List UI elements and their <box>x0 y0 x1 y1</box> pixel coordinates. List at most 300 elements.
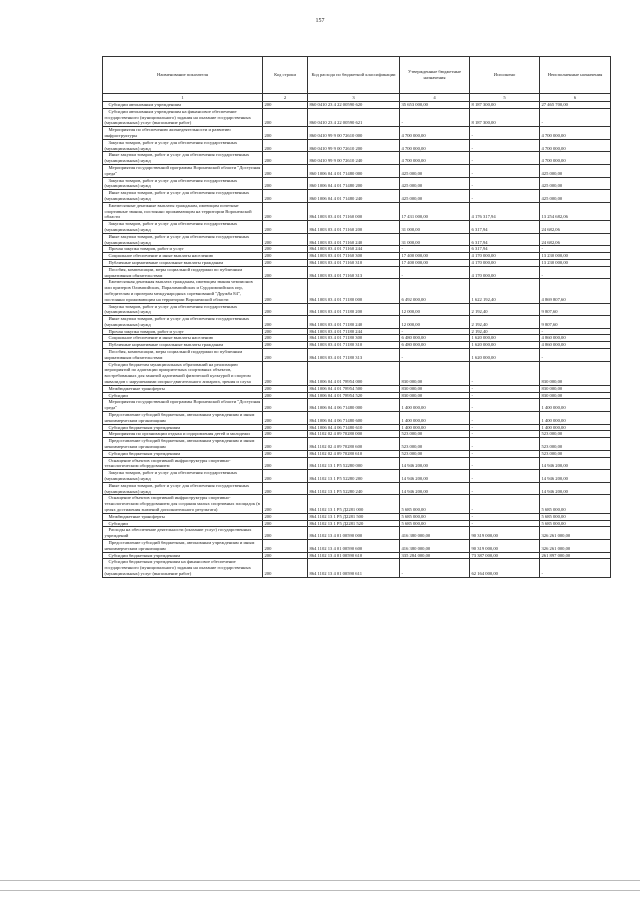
row-indicator-name: Пособия, компенсации, меры социальной поддержки по публичным нормативным обязательствам <box>103 349 263 362</box>
column-index: 5 <box>470 94 540 102</box>
row-executed-amount: - <box>470 438 540 451</box>
row-unexecuted-amount: 830 000,00 <box>540 385 611 392</box>
row-unexecuted-amount: 523 000,00 <box>540 431 611 438</box>
table-row <box>103 559 611 577</box>
row-executed-amount: 4 170 000,00 <box>470 266 540 279</box>
row-approved-amount: - <box>400 328 470 335</box>
row-unexecuted-amount: - <box>540 246 611 253</box>
row-approved-amount: 5 685 000,00 <box>400 495 470 513</box>
row-unexecuted-amount: 9 807,60 <box>540 303 611 316</box>
row-classification-code: 864 1003 03 4 01 71160 240 <box>308 233 400 246</box>
row-executed-amount: 1 620 000,00 <box>470 342 540 349</box>
row-unexecuted-amount: 523 000,00 <box>540 438 611 451</box>
row-indicator-name: Субсидии <box>103 520 263 527</box>
row-unexecuted-amount: 261 897 000,00 <box>540 552 611 559</box>
table-body <box>103 102 611 578</box>
column-index-row <box>103 94 611 102</box>
table-row <box>103 108 611 126</box>
row-classification-code: 864 1102 13 1 P5 52280 200 <box>308 470 400 483</box>
row-executed-amount: - <box>470 513 540 520</box>
row-approved-amount: 14 946 200,00 <box>400 482 470 495</box>
row-unexecuted-amount: 425 000,00 <box>540 190 611 203</box>
row-executed-amount: 2 192,40 <box>470 328 540 335</box>
page-number: 157 <box>315 18 325 24</box>
row-classification-code: 864 1003 03 4 01 71160 000 <box>308 202 400 220</box>
row-classification-code: 860 1006 04 4 01 71480 240 <box>308 190 400 203</box>
row-line-code: 200 <box>263 266 308 279</box>
row-approved-amount: 31 000,00 <box>400 221 470 234</box>
column-index: 1 <box>103 94 263 102</box>
row-unexecuted-amount: 13 230 000,00 <box>540 253 611 260</box>
row-executed-amount: 8 187 300,00 <box>470 102 540 109</box>
row-unexecuted-amount: 523 000,00 <box>540 450 611 457</box>
row-unexecuted-amount: 4 860 000,00 <box>540 335 611 342</box>
row-unexecuted-amount: - <box>540 349 611 362</box>
row-executed-amount: - <box>470 457 540 470</box>
row-executed-amount: - <box>470 190 540 203</box>
row-approved-amount: 1 400 000,00 <box>400 399 470 412</box>
row-line-code: 200 <box>263 424 308 431</box>
row-unexecuted-amount: 1 400 000,00 <box>540 399 611 412</box>
column-index: 2 <box>263 94 308 102</box>
row-unexecuted-amount: 9 807,60 <box>540 316 611 329</box>
row-classification-code: 864 1003 03 4 01 71180 000 <box>308 279 400 303</box>
table-header-row <box>103 57 611 94</box>
row-line-code: 200 <box>263 102 308 109</box>
row-indicator-name: Мероприятия по организации отдыха и оздоровления детей и молодежи <box>103 431 263 438</box>
row-classification-code: 864 1006 04 4 01 78954 000 <box>308 361 400 385</box>
row-line-code: 200 <box>263 385 308 392</box>
row-indicator-name: Субсидии бюджетным учреждениям на финансовое обеспечение государственного (муниципального) задания на оказание государственных (муниципальных) услуг (выполнение работ) <box>103 559 263 577</box>
row-classification-code: 864 1003 03 4 01 71180 200 <box>308 303 400 316</box>
row-unexecuted-amount: 14 946 200,00 <box>540 457 611 470</box>
row-executed-amount: 6 317,94 <box>470 246 540 253</box>
row-indicator-name: Прочая закупка товаров, работ и услуг <box>103 246 263 253</box>
row-indicator-name: Иные закупки товаров, работ и услуг для обеспечения государственных (муниципальных) нужд <box>103 482 263 495</box>
table-row <box>103 139 611 152</box>
row-indicator-name: Мероприятия государственной программы Воронежской области "Доступная среда" <box>103 164 263 177</box>
table-row <box>103 266 611 279</box>
row-line-code: 200 <box>263 342 308 349</box>
table-row <box>103 152 611 165</box>
row-unexecuted-amount: 4 700 000,00 <box>540 152 611 165</box>
row-indicator-name: Иные закупки товаров, работ и услуг для обеспечения государственных (муниципальных) нужд <box>103 190 263 203</box>
row-executed-amount: 1 622 192,40 <box>470 279 540 303</box>
table-row <box>103 399 611 412</box>
row-classification-code: 864 1102 13 1 P5 Д2281 520 <box>308 520 400 527</box>
row-classification-code: 864 1102 13 1 P5 52280 240 <box>308 482 400 495</box>
row-line-code: 200 <box>263 202 308 220</box>
row-unexecuted-amount: - <box>540 266 611 279</box>
table-row <box>103 221 611 234</box>
row-approved-amount: 523 000,00 <box>400 450 470 457</box>
table-row <box>103 385 611 392</box>
scan-edge-line <box>0 880 640 881</box>
row-approved-amount: - <box>400 266 470 279</box>
table-row <box>103 349 611 362</box>
row-classification-code: 864 1003 03 4 01 71180 240 <box>308 316 400 329</box>
row-line-code: 200 <box>263 495 308 513</box>
row-executed-amount: - <box>470 399 540 412</box>
row-line-code: 200 <box>263 328 308 335</box>
row-approved-amount: - <box>400 246 470 253</box>
table-row <box>103 328 611 335</box>
row-unexecuted-amount: 326 261 000,00 <box>540 539 611 552</box>
budget-execution-table <box>102 56 611 578</box>
row-approved-amount: 425 000,00 <box>400 177 470 190</box>
row-unexecuted-amount: 4 700 000,00 <box>540 139 611 152</box>
row-indicator-name: Иные закупки товаров, работ и услуг для обеспечения государственных (муниципальных) нужд <box>103 233 263 246</box>
table-row <box>103 202 611 220</box>
row-line-code: 200 <box>263 392 308 399</box>
row-classification-code: 864 1006 04 4 06 71480 000 <box>308 399 400 412</box>
row-executed-amount: - <box>470 412 540 425</box>
row-approved-amount: 12 000,00 <box>400 303 470 316</box>
row-executed-amount: - <box>470 164 540 177</box>
row-unexecuted-amount: 27 465 700,00 <box>540 102 611 109</box>
header-budget-classification-code: Код расхода по бюджетной классификации <box>308 57 400 94</box>
row-indicator-name: Закупка товаров, работ и услуг для обеспечения государственных (муниципальных) нужд <box>103 470 263 483</box>
row-approved-amount: 14 946 200,00 <box>400 470 470 483</box>
table-row <box>103 177 611 190</box>
row-indicator-name: Публичные нормативные социальные выплаты гражданам <box>103 342 263 349</box>
row-indicator-name: Межбюджетные трансферты <box>103 513 263 520</box>
row-approved-amount: 1 400 000,00 <box>400 412 470 425</box>
row-executed-amount: 62 164 000,00 <box>470 559 540 577</box>
row-approved-amount: 4 700 000,00 <box>400 152 470 165</box>
row-line-code: 200 <box>263 450 308 457</box>
row-classification-code: 864 1003 03 4 01 71160 313 <box>308 266 400 279</box>
row-approved-amount: 1 400 000,00 <box>400 424 470 431</box>
row-line-code: 200 <box>263 221 308 234</box>
row-executed-amount: - <box>470 385 540 392</box>
row-classification-code: 864 1003 03 4 01 71180 244 <box>308 328 400 335</box>
row-classification-code: 864 1003 03 4 01 71180 310 <box>308 342 400 349</box>
table-row <box>103 450 611 457</box>
row-approved-amount: 830 000,00 <box>400 392 470 399</box>
row-line-code: 200 <box>263 316 308 329</box>
row-approved-amount: 6 480 000,00 <box>400 342 470 349</box>
row-line-code: 200 <box>263 559 308 577</box>
table-row <box>103 190 611 203</box>
row-executed-amount: - <box>470 152 540 165</box>
row-line-code: 200 <box>263 349 308 362</box>
row-unexecuted-amount: - <box>540 108 611 126</box>
row-unexecuted-amount: 24 682,06 <box>540 233 611 246</box>
row-unexecuted-amount: 5 685 000,00 <box>540 520 611 527</box>
row-approved-amount: 35 653 000,00 <box>400 102 470 109</box>
row-indicator-name: Закупка товаров, работ и услуг для обеспечения государственных (муниципальных) нужд <box>103 303 263 316</box>
table-row <box>103 495 611 513</box>
table-row <box>103 424 611 431</box>
table-row <box>103 539 611 552</box>
table-row <box>103 102 611 109</box>
scan-edge-line <box>0 890 640 891</box>
row-line-code: 200 <box>263 127 308 140</box>
row-unexecuted-amount: 14 946 200,00 <box>540 470 611 483</box>
table-row <box>103 279 611 303</box>
header-line-code: Код строки <box>263 57 308 94</box>
row-unexecuted-amount: 4 860 000,00 <box>540 342 611 349</box>
row-executed-amount: 6 317,94 <box>470 233 540 246</box>
table-row <box>103 259 611 266</box>
row-indicator-name: Социальное обеспечение и иные выплаты населению <box>103 253 263 260</box>
row-approved-amount: - <box>400 559 470 577</box>
row-approved-amount: - <box>400 349 470 362</box>
table-row <box>103 361 611 385</box>
row-executed-amount: 6 317,94 <box>470 221 540 234</box>
row-classification-code: 864 1102 02 4 09 70280 000 <box>308 431 400 438</box>
row-unexecuted-amount: - <box>540 559 611 577</box>
row-indicator-name: Иные закупки товаров, работ и услуг для обеспечения государственных (муниципальных) нужд <box>103 316 263 329</box>
row-approved-amount: - <box>400 108 470 126</box>
row-executed-amount: 2 192,40 <box>470 316 540 329</box>
header-executed: Исполнено <box>470 57 540 94</box>
table-row <box>103 412 611 425</box>
row-classification-code: 864 1003 03 4 01 71160 200 <box>308 221 400 234</box>
row-indicator-name: Оснащение объектов спортивной инфраструктуры спортивно-технологическим оборудованием <box>103 457 263 470</box>
row-indicator-name: Ежемесячные денежные выплаты гражданам, имеющим почетные спортивные звания, постоянно проживающим на территории Воронежской области <box>103 202 263 220</box>
row-unexecuted-amount: 14 946 200,00 <box>540 482 611 495</box>
row-approved-amount: 425 000,00 <box>400 164 470 177</box>
row-indicator-name: Закупка товаров, работ и услуг для обеспечения государственных (муниципальных) нужд <box>103 139 263 152</box>
row-line-code: 200 <box>263 482 308 495</box>
row-line-code: 200 <box>263 177 308 190</box>
row-classification-code: 864 1003 03 4 01 71160 300 <box>308 253 400 260</box>
row-unexecuted-amount: 13 254 682,06 <box>540 202 611 220</box>
row-approved-amount: 830 000,00 <box>400 385 470 392</box>
row-line-code: 200 <box>263 412 308 425</box>
table-row <box>103 335 611 342</box>
table-row <box>103 253 611 260</box>
row-indicator-name: Ежемесячная денежная выплата гражданам, имеющим звания чемпионов или призеров Олимпийских, Паралимпийских и Сурдлимпийских игр, победителям и призерам международных соревнований "Дружба 84", постоянно проживающим на территории Воронежской области <box>103 279 263 303</box>
row-classification-code: 860 0410 23 4 22 00590 620 <box>308 102 400 109</box>
header-approved-appropriations: Утвержденные бюджетные назначения <box>400 57 470 94</box>
table-row <box>103 431 611 438</box>
row-approved-amount: 523 000,00 <box>400 431 470 438</box>
row-classification-code: 860 1006 04 4 01 71480 000 <box>308 164 400 177</box>
row-line-code: 200 <box>263 431 308 438</box>
row-indicator-name: Субсидии бюджетным учреждениям <box>103 424 263 431</box>
row-executed-amount: - <box>470 361 540 385</box>
row-unexecuted-amount: 24 682,06 <box>540 221 611 234</box>
row-executed-amount: - <box>470 127 540 140</box>
row-indicator-name: Предоставление субсидий бюджетным, автономным учреждениям и иным некоммерческим организациям <box>103 438 263 451</box>
row-unexecuted-amount: 425 000,00 <box>540 164 611 177</box>
table-row <box>103 438 611 451</box>
row-classification-code: 864 1006 04 4 06 71480 600 <box>308 412 400 425</box>
row-executed-amount: - <box>470 177 540 190</box>
row-indicator-name: Субсидии автономным учреждениям на финансовое обеспечение государственного (муниципального) задания на оказание государственных (муниципальных) услуг (выполнение работ) <box>103 108 263 126</box>
row-executed-amount: - <box>470 482 540 495</box>
table-row <box>103 482 611 495</box>
row-classification-code: 864 1003 03 4 01 71160 244 <box>308 246 400 253</box>
row-line-code: 200 <box>263 470 308 483</box>
row-indicator-name: Закупка товаров, работ и услуг для обеспечения государственных (муниципальных) нужд <box>103 221 263 234</box>
table-row <box>103 513 611 520</box>
row-classification-code: 864 1003 03 4 01 71160 310 <box>308 259 400 266</box>
row-approved-amount: 416 380 000,00 <box>400 527 470 540</box>
row-approved-amount: 6 492 000,00 <box>400 279 470 303</box>
row-line-code: 200 <box>263 520 308 527</box>
row-line-code: 200 <box>263 108 308 126</box>
row-executed-amount: 73 387 000,00 <box>470 552 540 559</box>
row-unexecuted-amount: 830 000,00 <box>540 361 611 385</box>
row-line-code: 200 <box>263 335 308 342</box>
table-row <box>103 303 611 316</box>
row-unexecuted-amount: 4 869 807,60 <box>540 279 611 303</box>
column-index: 3 <box>308 94 400 102</box>
table-row <box>103 164 611 177</box>
row-classification-code: 864 1006 04 4 01 78954 500 <box>308 385 400 392</box>
row-classification-code: 860 0410 99 9 00 72610 200 <box>308 139 400 152</box>
row-line-code: 200 <box>263 190 308 203</box>
row-executed-amount: 4 176 317,94 <box>470 202 540 220</box>
row-classification-code: 864 1102 02 4 09 70280 600 <box>308 438 400 451</box>
row-classification-code: 864 1102 13 1 P5 Д2281 000 <box>308 495 400 513</box>
row-line-code: 200 <box>263 361 308 385</box>
row-approved-amount: 416 380 000,00 <box>400 539 470 552</box>
table-row <box>103 552 611 559</box>
row-line-code: 200 <box>263 399 308 412</box>
table-row <box>103 233 611 246</box>
row-indicator-name: Пособия, компенсации, меры социальной поддержки по публичным нормативным обязательствам <box>103 266 263 279</box>
row-executed-amount: - <box>470 450 540 457</box>
row-indicator-name: Субсидии <box>103 392 263 399</box>
row-approved-amount: 4 700 000,00 <box>400 127 470 140</box>
row-approved-amount: 335 284 000,00 <box>400 552 470 559</box>
row-line-code: 200 <box>263 152 308 165</box>
row-approved-amount: 6 480 000,00 <box>400 335 470 342</box>
row-unexecuted-amount: 5 685 000,00 <box>540 513 611 520</box>
row-unexecuted-amount: 830 000,00 <box>540 392 611 399</box>
row-unexecuted-amount: 1 400 000,00 <box>540 412 611 425</box>
table-row <box>103 127 611 140</box>
row-indicator-name: Расходы на обеспечение деятельности (оказание услуг) государственных учреждений <box>103 527 263 540</box>
row-classification-code: 860 0410 99 9 00 72610 240 <box>308 152 400 165</box>
header-indicator-name: Наименование показателя <box>103 57 263 94</box>
row-executed-amount: 90 319 000,00 <box>470 539 540 552</box>
row-unexecuted-amount: 5 685 000,00 <box>540 495 611 513</box>
row-executed-amount: - <box>470 424 540 431</box>
row-executed-amount: - <box>470 470 540 483</box>
row-line-code: 200 <box>263 253 308 260</box>
row-approved-amount: 31 000,00 <box>400 233 470 246</box>
row-unexecuted-amount: 13 230 000,00 <box>540 259 611 266</box>
row-indicator-name: Субсидии автономным учреждениям <box>103 102 263 109</box>
row-unexecuted-amount: 1 400 000,00 <box>540 424 611 431</box>
row-line-code: 200 <box>263 457 308 470</box>
row-approved-amount: 17 400 000,00 <box>400 253 470 260</box>
table-row <box>103 470 611 483</box>
row-indicator-name: Закупка товаров, работ и услуг для обеспечения государственных (муниципальных) нужд <box>103 177 263 190</box>
row-executed-amount: 2 192,40 <box>470 303 540 316</box>
table-row <box>103 457 611 470</box>
row-line-code: 200 <box>263 233 308 246</box>
row-classification-code: 860 1006 04 4 01 71480 200 <box>308 177 400 190</box>
table-row <box>103 392 611 399</box>
row-approved-amount: 425 000,00 <box>400 190 470 203</box>
row-classification-code: 864 1003 03 4 01 71180 313 <box>308 349 400 362</box>
row-classification-code: 864 1102 13 4 01 00590 610 <box>308 552 400 559</box>
row-indicator-name: Субсидии бюджетам муниципальных образований на реализацию мероприятий по адаптации приоритетных спортивных объектов, востребованных для занятий адаптивной физической культурой и спортом инвалидов с нарушениями опорно-двигательного аппарата, зрения и слуха <box>103 361 263 385</box>
row-line-code: 200 <box>263 303 308 316</box>
row-indicator-name: Предоставление субсидий бюджетным, автономным учреждениям и иным некоммерческим организациям <box>103 539 263 552</box>
row-indicator-name: Субсидии бюджетным учреждениям <box>103 552 263 559</box>
row-approved-amount: 14 946 200,00 <box>400 457 470 470</box>
row-executed-amount: - <box>470 431 540 438</box>
row-executed-amount: - <box>470 520 540 527</box>
table-row <box>103 316 611 329</box>
row-classification-code: 864 1006 04 4 06 71480 610 <box>308 424 400 431</box>
row-line-code: 200 <box>263 259 308 266</box>
row-executed-amount: 90 319 000,00 <box>470 527 540 540</box>
column-index: 4 <box>400 94 470 102</box>
row-classification-code: 864 1102 13 4 01 00590 611 <box>308 559 400 577</box>
row-classification-code: 864 1003 03 4 01 71180 300 <box>308 335 400 342</box>
row-classification-code: 864 1102 02 4 09 70280 610 <box>308 450 400 457</box>
row-indicator-name: Субсидии бюджетным учреждениям <box>103 450 263 457</box>
row-classification-code: 864 1102 13 4 01 00590 600 <box>308 539 400 552</box>
row-approved-amount: 523 000,00 <box>400 438 470 451</box>
row-line-code: 200 <box>263 513 308 520</box>
row-indicator-name: Публичные нормативные социальные выплаты гражданам <box>103 259 263 266</box>
row-executed-amount: 4 170 000,00 <box>470 259 540 266</box>
row-line-code: 200 <box>263 552 308 559</box>
row-executed-amount: 1 620 000,00 <box>470 335 540 342</box>
row-line-code: 200 <box>263 246 308 253</box>
row-approved-amount: 5 685 000,00 <box>400 513 470 520</box>
row-approved-amount: 17 400 000,00 <box>400 259 470 266</box>
column-index: 6 <box>540 94 611 102</box>
table-row <box>103 527 611 540</box>
row-approved-amount: 17 431 000,00 <box>400 202 470 220</box>
row-classification-code: 864 1102 13 1 P5 52280 000 <box>308 457 400 470</box>
row-classification-code: 864 1102 13 4 01 00590 000 <box>308 527 400 540</box>
row-approved-amount: 4 700 000,00 <box>400 139 470 152</box>
row-executed-amount: - <box>470 139 540 152</box>
row-indicator-name: Социальное обеспечение и иные выплаты населению <box>103 335 263 342</box>
row-line-code: 200 <box>263 438 308 451</box>
row-unexecuted-amount: 425 000,00 <box>540 177 611 190</box>
table-row <box>103 246 611 253</box>
row-executed-amount: 1 620 000,00 <box>470 349 540 362</box>
row-approved-amount: 5 685 000,00 <box>400 520 470 527</box>
row-classification-code: 860 0410 23 4 22 00590 621 <box>308 108 400 126</box>
row-indicator-name: Межбюджетные трансферты <box>103 385 263 392</box>
header-unexecuted-appropriations: Неисполненные назначения <box>540 57 611 94</box>
row-line-code: 200 <box>263 527 308 540</box>
row-executed-amount: - <box>470 392 540 399</box>
row-indicator-name: Предоставление субсидий бюджетным, автономным учреждениям и иным некоммерческим организациям <box>103 412 263 425</box>
row-executed-amount: 8 187 300,00 <box>470 108 540 126</box>
row-executed-amount: - <box>470 495 540 513</box>
row-approved-amount: 830 000,00 <box>400 361 470 385</box>
row-indicator-name: Оснащение объектов спортивной инфраструктуры спортивно-технологическим оборудованием для создания малых спортивных площадок (в целях достижения значений дополнительного результата) <box>103 495 263 513</box>
table-row <box>103 520 611 527</box>
row-approved-amount: 12 000,00 <box>400 316 470 329</box>
row-classification-code: 864 1102 13 1 P5 Д2281 500 <box>308 513 400 520</box>
row-executed-amount: 4 170 000,00 <box>470 253 540 260</box>
row-line-code: 200 <box>263 279 308 303</box>
row-unexecuted-amount: - <box>540 328 611 335</box>
row-unexecuted-amount: 326 261 000,00 <box>540 527 611 540</box>
row-classification-code: 864 1006 04 4 01 78954 520 <box>308 392 400 399</box>
row-indicator-name: Мероприятия государственной программы Воронежской области "Доступная среда" <box>103 399 263 412</box>
row-indicator-name: Иные закупки товаров, работ и услуг для обеспечения государственных (муниципальных) нужд <box>103 152 263 165</box>
row-unexecuted-amount: 4 700 000,00 <box>540 127 611 140</box>
row-classification-code: 860 0410 99 9 00 72610 000 <box>308 127 400 140</box>
